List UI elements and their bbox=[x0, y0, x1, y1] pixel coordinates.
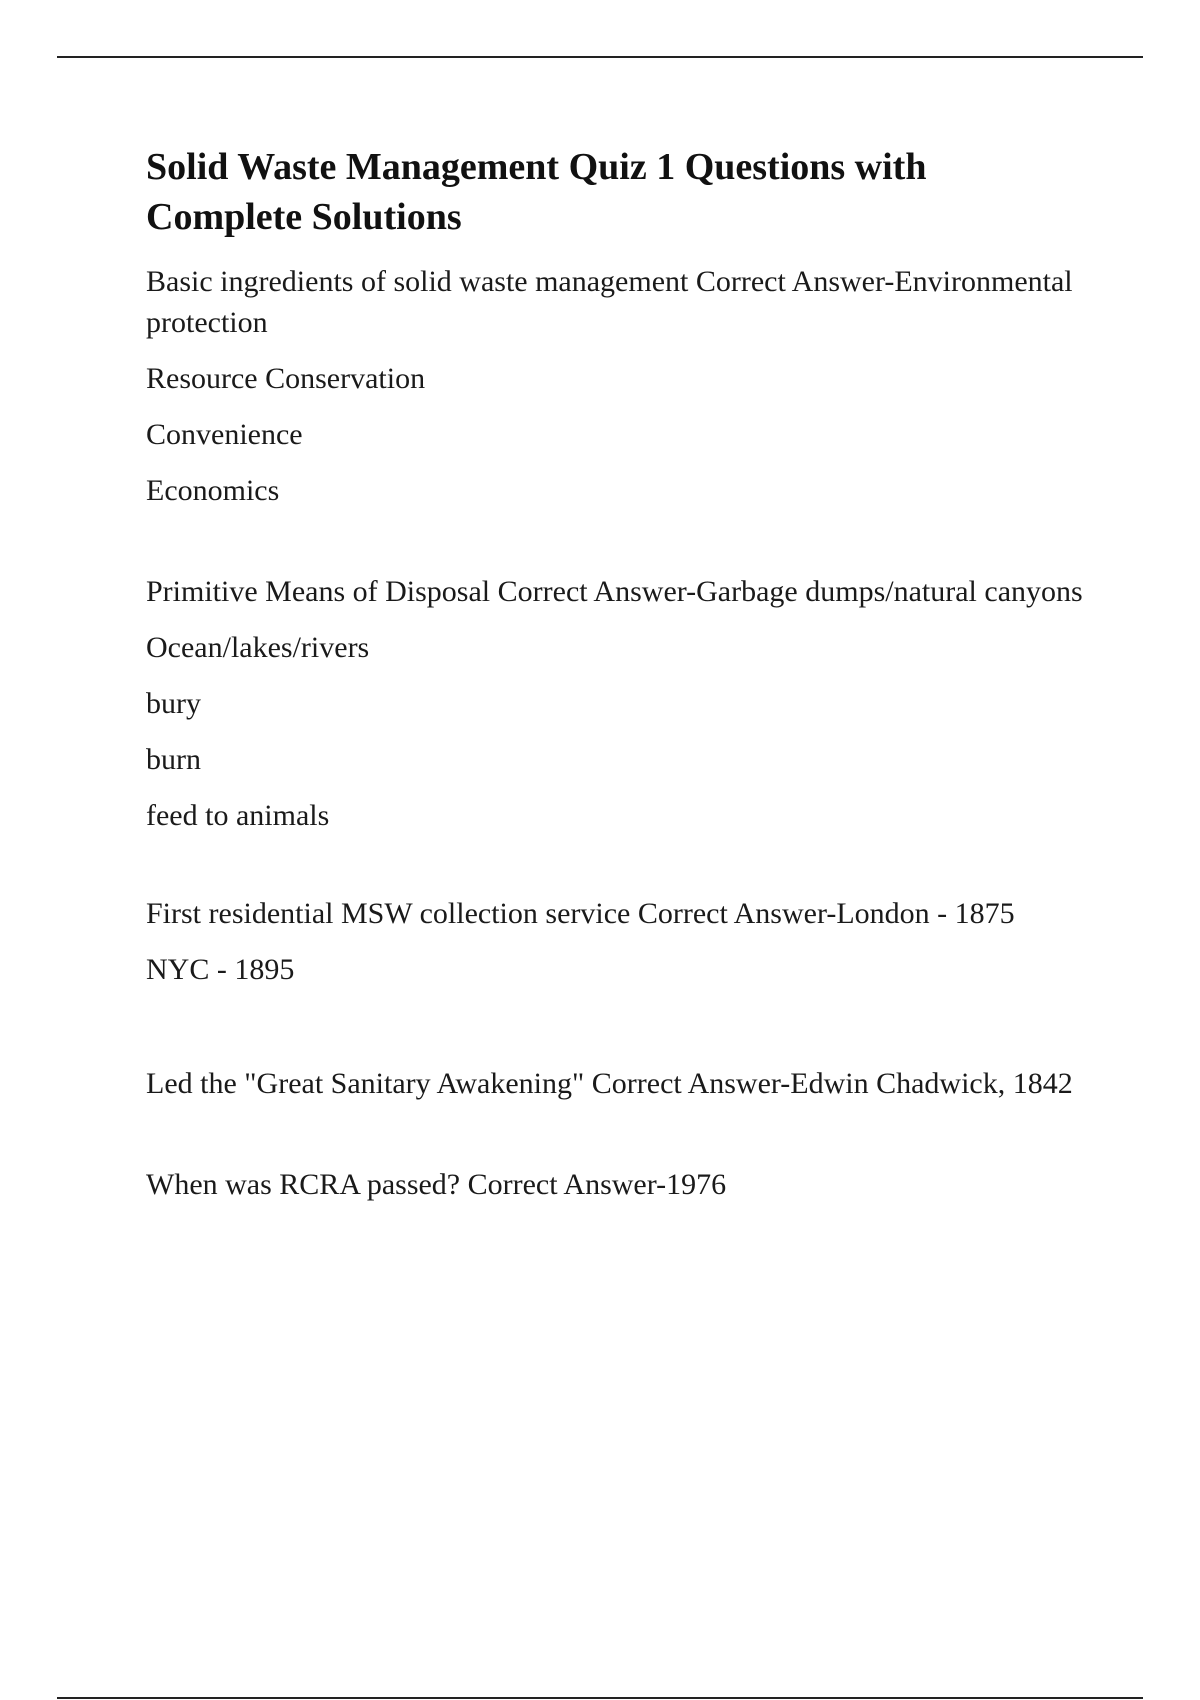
answer-line: NYC - 1895 bbox=[146, 953, 295, 986]
answer-line: Resource Conservation bbox=[146, 362, 426, 395]
answer-line: Ocean/lakes/rivers bbox=[146, 631, 370, 664]
answer-line: Economics bbox=[146, 474, 280, 507]
question-text: Led the "Great Sanitary Awakening" Correct Answer-Edwin Chadwick, 1842 bbox=[146, 1067, 1073, 1100]
header-rule bbox=[57, 56, 1143, 58]
answer-line: feed to animals bbox=[146, 799, 330, 832]
footer-rule bbox=[57, 1697, 1143, 1699]
question-block bbox=[146, 261, 1106, 511]
question-block bbox=[146, 1164, 1106, 1205]
answer-line: Convenience bbox=[146, 418, 303, 451]
question-text: Basic ingredients of solid waste management Correct Answer-Environmental protection bbox=[146, 265, 1073, 339]
question-text: First residential MSW collection service Correct Answer-London - 1875 bbox=[146, 897, 1015, 930]
answer-line: burn bbox=[146, 743, 201, 776]
question-text: When was RCRA passed? Correct Answer-1976 bbox=[146, 1168, 727, 1201]
answer-line: bury bbox=[146, 687, 201, 720]
question-block bbox=[146, 571, 1106, 836]
question-block bbox=[146, 893, 1106, 990]
question-block bbox=[146, 1063, 1106, 1104]
document-page bbox=[146, 142, 1106, 1205]
page-title: Solid Waste Management Quiz 1 Questions with Complete Solutions bbox=[146, 146, 927, 238]
question-text: Primitive Means of Disposal Correct Answer-Garbage dumps/natural canyons bbox=[146, 575, 1083, 608]
